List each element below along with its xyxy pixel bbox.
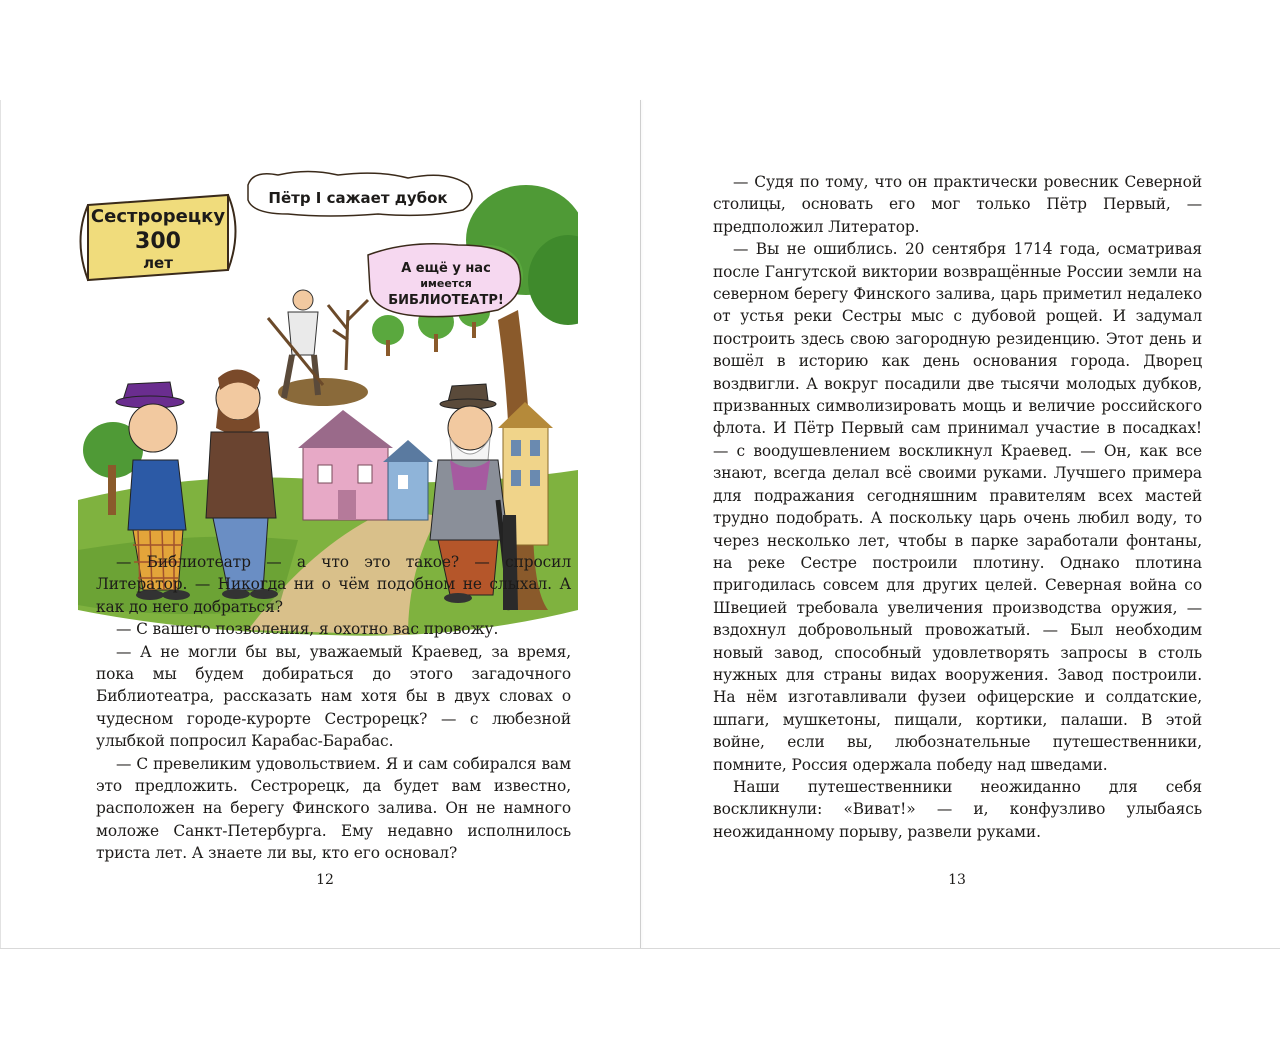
speech-line1: А ещё у нас: [401, 261, 491, 276]
right-page: [641, 100, 1280, 948]
left-page: [0, 100, 640, 948]
left-page-text: [96, 551, 571, 865]
book-spread: [0, 100, 1280, 949]
paragraph: — А не могли бы вы, уважаемый Краевед, за время, пока мы будем добираться до этого загадочного Библиотеатра, рассказать нам хотя бы в двух словах о чудесном городе-курорте Сестрорецк? — с любезной улыбкой попросил Карабас-Барабас.: [96, 642, 571, 751]
speech-line3: БИБЛИОТЕАТР!: [388, 293, 504, 308]
banner-number: 300: [135, 229, 181, 254]
paragraph: — Судя по тому, что он практически ровесник Северной столицы, основать его мог только Пётр Первый, — предположил Литератор.: [713, 173, 1202, 236]
paragraph: Наши путешественники неожиданно для себя воскликнули: «Виват!» — и, конфузливо улыбаясь неожиданному порыву, развели руками.: [713, 777, 1202, 841]
speech-line2: имеется: [420, 277, 472, 290]
page-number-right: 13: [948, 872, 966, 888]
paragraph: — С вашего позволения, я охотно вас провожу.: [116, 620, 499, 639]
paragraph: — Библиотеатр — а что это такое? — спросил Литератор. — Никогда ни о чём подобном не слыхал. А как до него добраться?: [96, 553, 571, 616]
page-number-left: 12: [316, 872, 334, 888]
illustration-caption: Пётр I сажает дубок: [268, 189, 448, 207]
banner-line1: Сестрорецку: [90, 206, 226, 227]
paragraph: — С превеликим удовольствием. Я и сам собирался вам это предложить. Сестрорецк, да будет вам известно, расположен на берегу Финского залива. Он не намного моложе Санкт-Петербурга. Ему недавно исполнилось триста лет. А знаете ли вы, кто его основал?: [96, 754, 571, 863]
right-page-text: [713, 171, 1202, 843]
paragraph: — Вы не ошиблись. 20 сентября 1714 года, осматривая после Гангутской виктории возвращённые России земли на северном берегу Финского залива, царь приметил недалеко от устья реки Сестры мыс с дубовой рощей. И задумал построить здесь свою загородную резиденцию. Этот день и вошёл в историю как день основания города. Дворец воздвигли. А вокруг посадили две тысячи молодых дубков, призванных символизировать мощь и величие российского флота. И Пётр Первый сам принимал участие в посадках! — с воодушевлением воскликнул Краевед. — Он, как все знают, всегда делал всё своими руками. Лучшего примера для подражания сегодняшним правителям всех мастей трудно подобрать. А поскольку царь очень любил воду, то через несколько лет, чтобы в парке заработали фонтаны, на реке Сестре построили плотину. Однако плотина пригодилась совсем для других целей. Северная война со Швецией требовала увеличения производства оружия, — вздохнул добровольный провожатый. — Был необходим новый завод, способный удовлетворять запросы в столь нужных для страны видах вооружения. Завод построили. На нём изготавливали фузеи офицерские и солдатские, шпаги, мушкетоны, пищали, кортики, палаши. В этой войне, если вы, любознательные путешественники, помните, Россия одержала победу над шведами.: [713, 240, 1202, 774]
banner-line2: лет: [143, 254, 173, 272]
